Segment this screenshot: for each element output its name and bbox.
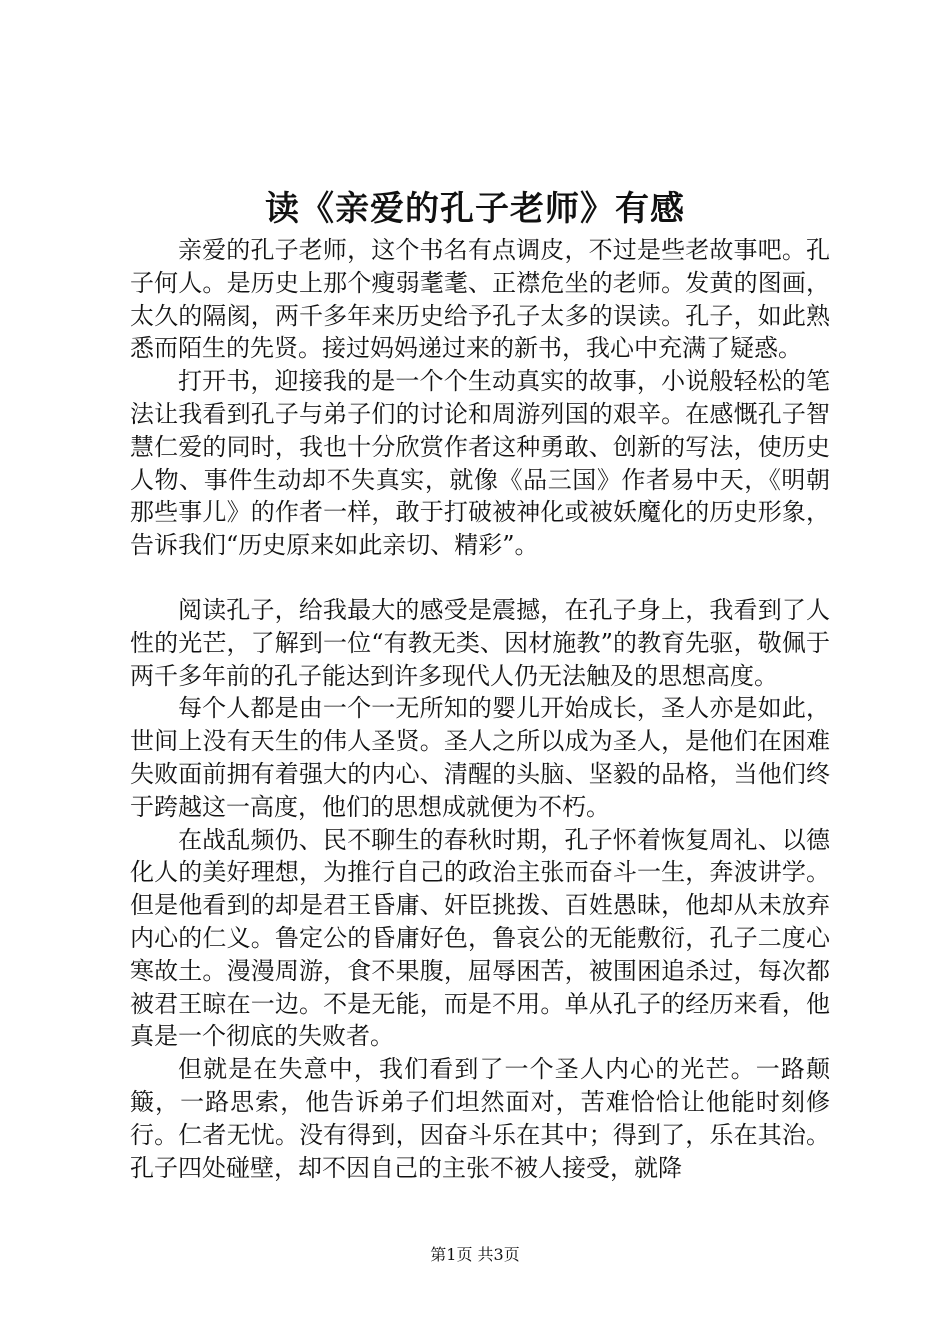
paragraph-5: 在战乱频仍、民不聊生的春秋时期，孔子怀着恢复周礼、以德化人的美好理想，为推行自己的政治主张而奋斗一生，奔波讲学。但是他看到的却是君王昏庸、奸臣挑拨、百姓愚昧，他却从未放弃内心的仁义。鲁定公的昏庸好色，鲁哀公的无能敷衍，孔子二度心寒故土。漫漫周游，食不果腹，屈辱困苦，被围困追杀过，每次都被君王晾在一边。不是无能，而是不用。单从孔子的经历来看，他真是一个彻底的失败者。	[130, 825, 830, 1051]
paragraph-6: 但就是在失意中，我们看到了一个圣人内心的光芒。一路颠簸，一路思索，他告诉弟子们坦然面对，苦难恰恰让他能时刻修行。仁者无忧。没有得到，因奋斗乐在其中；得到了，乐在其治。孔子四处碰壁，却不因自己的主张不被人接受，就降	[130, 1055, 830, 1182]
page-number-footer: 第1页 共3页	[430, 1245, 520, 1264]
document-body	[130, 234, 830, 1184]
paragraph-2: 打开书，迎接我的是一个个生动真实的故事，小说般轻松的笔法让我看到孔子与弟子们的讨论和周游列国的艰辛。在感慨孔子智慧仁爱的同时，我也十分欣赏作者这种勇敢、创新的写法，使历史人物、事件生动却不失真实，就像《品三国》作者易中天，《明朝那些事儿》的作者一样，敢于打破被神化或被妖魔化的历史形象，告诉我们“历史原来如此亲切、精彩”。	[130, 367, 830, 560]
paragraph-4: 每个人都是由一个一无所知的婴儿开始成长，圣人亦是如此，世间上没有天生的伟人圣贤。圣人之所以成为圣人，是他们在困难失败面前拥有着强大的内心、清醒的头脑、坚毅的品格，当他们终于跨越这一高度，他们的思想成就便为不朽。	[130, 694, 830, 821]
document-title: 读《亲爱的孔子老师》有感	[265, 189, 685, 229]
paragraph-3: 阅读孔子，给我最大的感受是震撼，在孔子身上，我看到了人性的光芒，了解到一位“有教无类、因材施教”的教育先驱，敬佩于两千多年前的孔子能达到许多现代人仍无法触及的思想高度。	[130, 595, 830, 690]
paragraph-1: 亲爱的孔子老师，这个书名有点调皮，不过是些老故事吧。孔子何人。是历史上那个瘦弱耄耄、正襟危坐的老师。发黄的图画，太久的隔阂，两千多年来历史给予孔子太多的误读。孔子，如此熟悉而陌生的先贤。接过妈妈递过来的新书，我心中充满了疑惑。	[130, 236, 830, 363]
